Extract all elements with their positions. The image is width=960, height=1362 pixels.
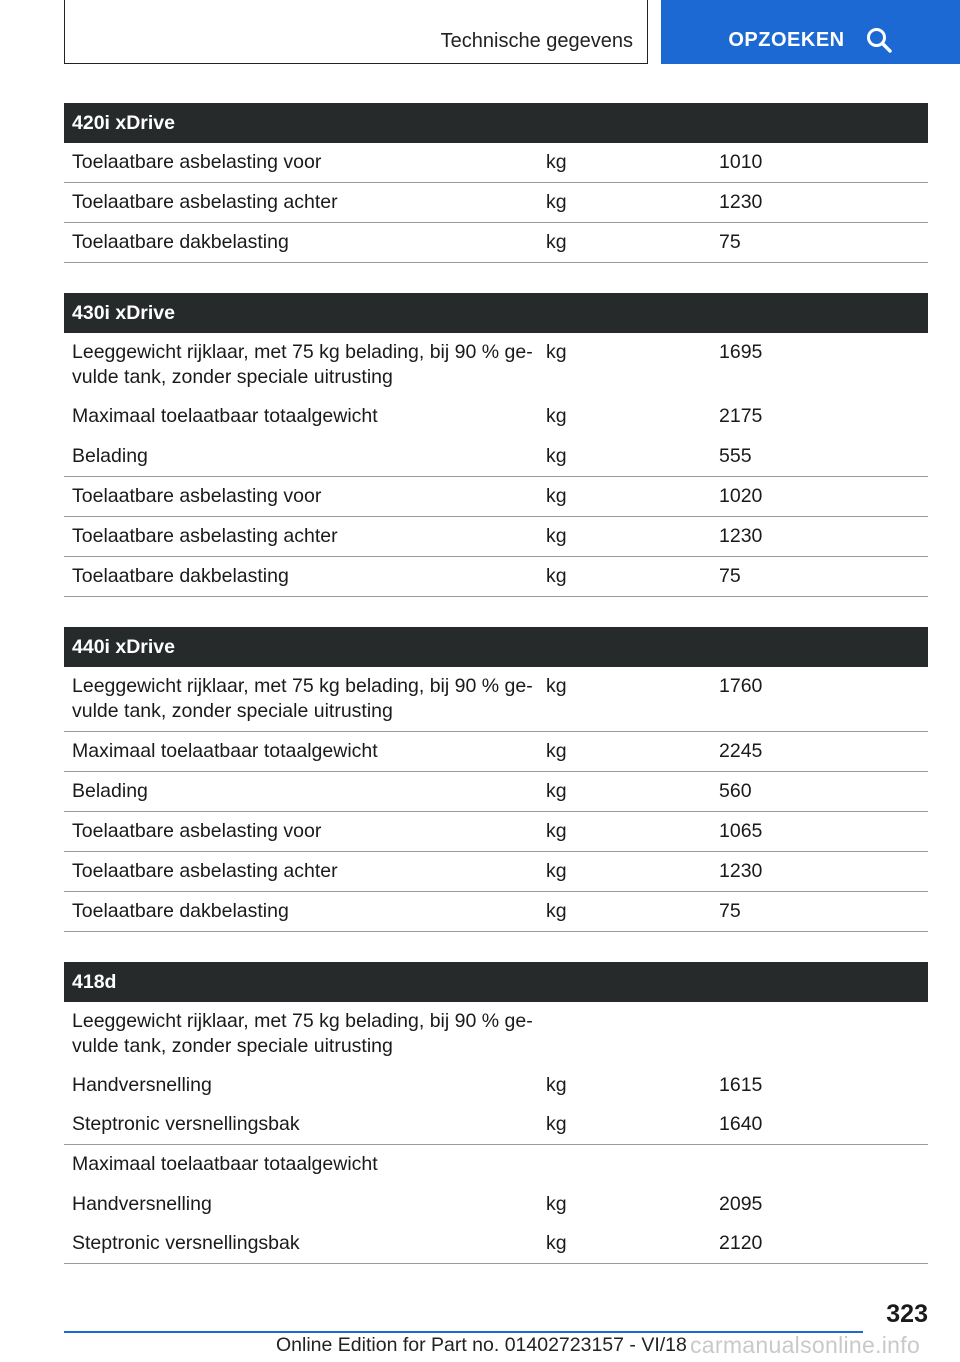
section-heading: 430i xDrive xyxy=(64,293,928,333)
row-label: Toelaatbare dakbelasting xyxy=(72,899,289,922)
edition-text: Online Edition for Part no. 01402723157 - VI/18 xyxy=(276,1334,687,1356)
table-row xyxy=(64,223,928,263)
row-value: 1230 xyxy=(719,859,763,882)
row-value: 555 xyxy=(719,444,752,467)
spec-section xyxy=(64,627,928,932)
row-label: Toelaatbare dakbelasting xyxy=(72,564,289,587)
row-label: Leeggewicht rijklaar, met 75 kg belading, bij 90 % ge- vulde tank, zonder speciale uitrusting xyxy=(72,674,533,722)
row-value: 1230 xyxy=(719,191,763,213)
row-value: 75 xyxy=(719,899,741,922)
section-heading: 440i xDrive xyxy=(64,627,928,667)
row-unit: kg xyxy=(546,524,567,547)
row-unit: kg xyxy=(546,899,567,922)
row-value: 1640 xyxy=(719,1113,763,1135)
row-label: Leeggewicht rijklaar, met 75 kg belading, bij 90 % ge- vulde tank, zonder speciale uitrusting xyxy=(72,1009,533,1057)
row-label: Toelaatbare asbelasting achter xyxy=(72,859,338,882)
row-label: Belading xyxy=(72,779,148,802)
table-row xyxy=(64,1105,928,1145)
row-label: Maximaal toelaatbaar totaalgewicht xyxy=(72,739,378,762)
row-unit: kg xyxy=(546,819,567,842)
spec-section xyxy=(64,962,928,1265)
table-row xyxy=(64,183,928,223)
table-row xyxy=(64,517,928,557)
row-unit xyxy=(546,1145,719,1185)
row-unit: kg xyxy=(546,739,567,762)
row-label: Toelaatbare asbelasting achter xyxy=(72,524,338,547)
section-heading: 420i xDrive xyxy=(64,103,928,143)
row-unit xyxy=(546,1002,719,1066)
row-unit: kg xyxy=(546,1192,567,1215)
table-row xyxy=(64,812,928,852)
section-heading: 418d xyxy=(64,962,928,1002)
table-row xyxy=(64,1066,928,1106)
table-row xyxy=(64,437,928,477)
table-row xyxy=(64,892,928,932)
table-row xyxy=(64,1145,928,1185)
table-row xyxy=(64,477,928,517)
row-label: Toelaatbare asbelasting voor xyxy=(72,484,322,507)
search-icon xyxy=(865,26,893,54)
row-value: 75 xyxy=(719,564,741,587)
row-label: Belading xyxy=(72,444,148,467)
table-row xyxy=(64,1002,928,1066)
row-value: 75 xyxy=(719,231,741,253)
row-value: 2175 xyxy=(719,405,763,427)
row-value: 1760 xyxy=(719,674,763,697)
row-unit: kg xyxy=(546,1073,567,1096)
row-label: Handversnelling xyxy=(72,1192,212,1215)
row-unit: kg xyxy=(546,405,567,427)
spec-tables xyxy=(64,103,928,1294)
row-value: 2095 xyxy=(719,1192,763,1215)
row-unit: kg xyxy=(546,341,567,363)
row-value: 1695 xyxy=(719,341,763,363)
spec-section xyxy=(64,293,928,597)
row-value: 2120 xyxy=(719,1232,763,1254)
row-value xyxy=(719,1145,928,1185)
row-value: 1020 xyxy=(719,484,763,507)
row-unit: kg xyxy=(546,191,567,213)
table-row xyxy=(64,333,928,397)
table-row xyxy=(64,1185,928,1225)
row-unit: kg xyxy=(546,484,567,507)
row-label: Toelaatbare asbelasting achter xyxy=(72,191,338,213)
row-unit: kg xyxy=(546,1232,567,1254)
row-value: 560 xyxy=(719,779,752,802)
row-label: Steptronic versnellingsbak xyxy=(72,1232,300,1254)
row-label: Toelaatbare asbelasting voor xyxy=(72,151,322,173)
row-unit: kg xyxy=(546,779,567,802)
row-label: Toelaatbare asbelasting voor xyxy=(72,819,322,842)
table-row xyxy=(64,397,928,437)
row-value xyxy=(719,1002,928,1066)
table-row xyxy=(64,143,928,183)
row-unit: kg xyxy=(546,231,567,253)
chapter-title-tab[interactable] xyxy=(64,0,648,64)
row-unit: kg xyxy=(546,674,567,697)
row-label: Maximaal toelaatbaar totaalgewicht xyxy=(72,405,378,427)
row-label: Maximaal toelaatbaar totaalgewicht xyxy=(72,1153,378,1175)
row-unit: kg xyxy=(546,1113,567,1135)
row-unit: kg xyxy=(546,859,567,882)
table-row xyxy=(64,667,928,732)
row-value: 1615 xyxy=(719,1073,763,1096)
table-row xyxy=(64,772,928,812)
search-button[interactable] xyxy=(661,0,960,64)
table-row xyxy=(64,732,928,772)
row-label: Handversnelling xyxy=(72,1073,212,1096)
table-row xyxy=(64,557,928,597)
table-row xyxy=(64,852,928,892)
row-value: 1065 xyxy=(719,819,763,842)
page-number: 323 xyxy=(886,1300,928,1328)
row-value: 1010 xyxy=(719,151,763,173)
watermark: carmanualsonline.info xyxy=(690,1332,921,1358)
row-unit: kg xyxy=(546,444,567,467)
search-button-label: OPZOEKEN xyxy=(728,28,845,51)
row-value: 2245 xyxy=(719,739,763,762)
row-label: Toelaatbare dakbelasting xyxy=(72,231,289,253)
row-value: 1230 xyxy=(719,524,763,547)
row-label: Leeggewicht rijklaar, met 75 kg belading, bij 90 % ge- vulde tank, zonder speciale uitrusting xyxy=(72,341,533,388)
table-row xyxy=(64,1224,928,1264)
chapter-title: Technische gegevens xyxy=(440,30,633,52)
row-unit: kg xyxy=(546,151,567,173)
row-label: Steptronic versnellingsbak xyxy=(72,1113,300,1135)
spec-section xyxy=(64,103,928,263)
page-header xyxy=(0,0,960,66)
row-unit: kg xyxy=(546,564,567,587)
